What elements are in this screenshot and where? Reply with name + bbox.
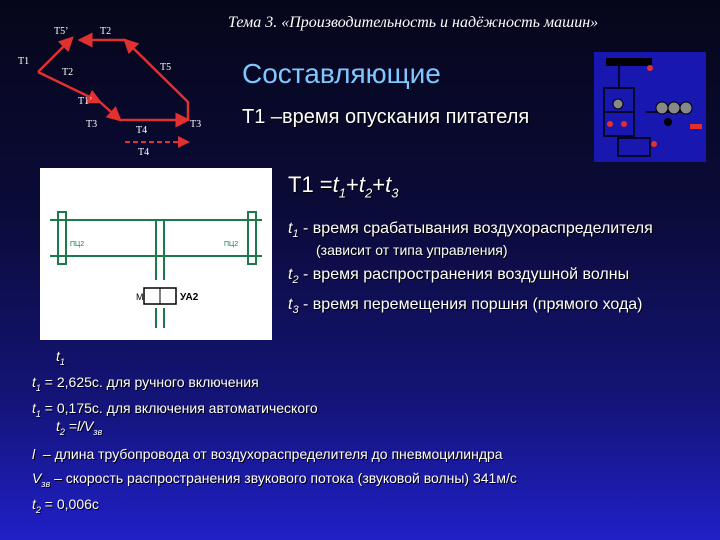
cycle-label-t4: Т4 [136,125,148,136]
formula-t3-sub: 3 [391,185,399,201]
cycle-label-t5p: Т5’ [54,26,69,37]
formula [288,172,398,200]
machine-header-bar [606,58,652,66]
cycle-diagram [10,20,220,160]
sensor-dot-4 [651,141,657,147]
definition-t1: $t_1$ - время срабатывания воздухораспределителя [288,220,653,241]
roller-2 [668,102,680,114]
slide-theme: Тема 3. «Производительность и надёжность машин» [228,14,599,31]
definition-t3-text: - время перемещения поршня (прямого хода) [303,296,643,313]
valve-m-label: M [136,292,144,302]
formula-plus-2: + [372,172,386,197]
cycle-label-t1: Т1 [18,56,30,67]
cycle-label-t5: Т5 [160,62,172,73]
formula-plus-1: + [346,172,359,197]
formula-t2: t [358,172,365,197]
pneumatic-diagram [40,168,272,340]
formula-t1-sub: 1 [338,185,346,201]
machine-schematic [594,52,706,162]
cycle-label-t3-left: Т3 [86,119,98,130]
cycle-label-t4-bottom: Т4 [138,147,150,158]
valve-label: УА2 [180,292,199,303]
definition-t3: $t_3$ - время перемещения поршня (прямого хода) [288,296,643,317]
lower-line-length: l – длина трубопровода от воздухораспределителя до пневмоцилиндра [32,446,503,462]
sensor-dot-3 [621,121,627,127]
definition-t2-text: - время распространения воздушной волны [303,266,630,283]
roller-4 [664,118,672,126]
definition-t1-note: (зависит от типа управления) [316,242,508,258]
cycle-label-t3-right: Т3 [190,119,202,130]
formula-lhs: Т1 = [288,172,333,197]
slide-subtitle: Т1 –время опускания питателя [242,106,530,128]
slide-title: Составляющие [242,58,441,89]
roller-3 [680,102,692,114]
cycle-label-t2: Т2 [62,67,74,78]
formula-t2-sub: 2 [364,185,373,201]
definition-t2: $t_2$ - время распространения воздушной волны [288,266,630,287]
cycle-label-t2-top: Т2 [100,26,112,37]
left-cylinder-label: ПЦ2 [70,241,85,248]
cycle-arrow-t5 [125,40,188,120]
sensor-bar [690,124,702,129]
lower-line-manual: $t_1 = 2,625с$. для ручного включения [32,374,259,393]
cycle-label-t1p: Т1’ [78,96,93,107]
right-cylinder-label: ПЦ2 [224,241,239,248]
cycle-arrow-t1p [100,102,120,120]
formula-t3: t [385,172,392,197]
lower-line-auto: $t_1 = 0,175с$. для включения автоматического [32,400,318,419]
sensor-dot-2 [607,121,613,127]
machine-roller [613,99,623,109]
formula-t1: t [332,172,339,197]
lower-line-velocity: $V_{зв}$ – скорость распространения звукового потока (звуковой волны) 341м/с [32,470,517,489]
sensor-dot-1 [647,65,653,71]
roller-1 [656,102,668,114]
definition-t1-text: - время срабатывания воздухораспределителя [303,220,653,237]
lower-t1-label: $t_1$ [56,348,65,367]
lower-line-t2-value: $t_2 = 0,006с$ [32,496,99,515]
lower-line-t2-formula: $t_2 =l/V_{зв}$ [56,418,103,437]
